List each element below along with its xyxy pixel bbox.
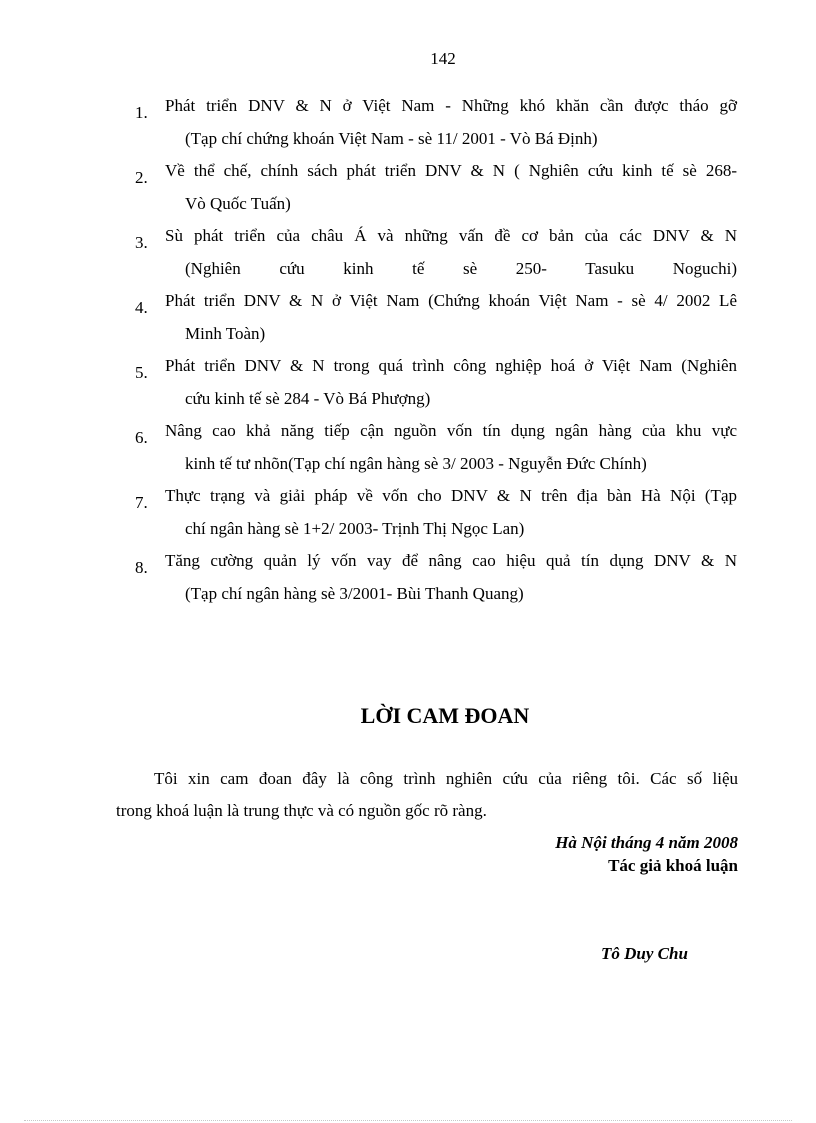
reference-number: 3. — [135, 233, 148, 252]
page-number: 142 — [430, 49, 456, 68]
footer-divider — [24, 1120, 792, 1121]
declaration-text-line-1: Tôi xin cam đoan đây là công trình nghiên cứu của riêng tôi. Các số liệu — [154, 769, 738, 788]
reference-text-line-2: kinh tế tư nhõn(Tạp chí ngân hàng sè 3/ 2003 - Nguyễn Đức Chính) — [185, 454, 647, 473]
reference-text-line-2: (Tạp chí chứng khoán Việt Nam - sè 11/ 2001 - Vò Bá Định) — [185, 129, 598, 148]
signature-name: Tô Duy Chu — [601, 944, 688, 963]
reference-number: 2. — [135, 168, 148, 187]
reference-text-line-2: cứu kinh tế sè 284 - Vò Bá Phượng) — [185, 389, 431, 408]
reference-text-line-1: Về thể chế, chính sách phát triển DNV & N ( Nghiên cứu kinh tế sè 268- — [165, 161, 737, 180]
reference-text-line-2: Minh Toàn) — [185, 324, 266, 343]
reference-text-line-2: Vò Quốc Tuấn) — [185, 194, 291, 213]
reference-text-line-2: chí ngân hàng sè 1+2/ 2003- Trịnh Thị Ngọc Lan) — [185, 519, 525, 538]
reference-number: 7. — [135, 493, 148, 512]
signature-date: Hà Nội tháng 4 năm 2008 — [555, 833, 738, 852]
reference-text-line-1: Phát triển DNV & N ở Việt Nam - Những khó khăn cần được tháo gỡ — [165, 96, 737, 115]
reference-text-line-1: Tăng cường quản lý vốn vay để nâng cao hiệu quả tín dụng DNV & N — [165, 551, 737, 570]
reference-text-line-1: Phát triển DNV & N trong quá trình công nghiệp hoá ở Việt Nam (Nghiên — [165, 356, 737, 375]
declaration-text-line-2: trong khoá luận là trung thực và có nguồn gốc rõ ràng. — [116, 801, 487, 820]
reference-text-line-2: (Nghiên cứu kinh tế sè 250- Tasuku Noguchi) — [185, 259, 737, 278]
reference-text-line-1: Nâng cao khả năng tiếp cận nguồn vốn tín dụng ngân hàng của khu vực — [165, 421, 737, 440]
reference-text-line-2: (Tạp chí ngân hàng sè 3/2001- Bùi Thanh Quang) — [185, 584, 524, 603]
reference-text-line-1: Thực trạng và giải pháp về vốn cho DNV & N trên địa bàn Hà Nội (Tạp — [165, 486, 737, 505]
signature-role: Tác giả khoá luận — [608, 856, 738, 875]
reference-number: 8. — [135, 558, 148, 577]
reference-text-line-1: Sù phát triển của châu Á và những vấn đề cơ bản của các DNV & N — [165, 226, 737, 245]
reference-number: 6. — [135, 428, 148, 447]
declaration-title: LỜI CAM ĐOAN — [360, 703, 530, 728]
reference-number: 4. — [135, 298, 148, 317]
reference-number: 5. — [135, 363, 148, 382]
reference-number: 1. — [135, 103, 148, 122]
reference-text-line-1: Phát triển DNV & N ở Việt Nam (Chứng khoán Việt Nam - sè 4/ 2002 Lê — [165, 291, 737, 310]
